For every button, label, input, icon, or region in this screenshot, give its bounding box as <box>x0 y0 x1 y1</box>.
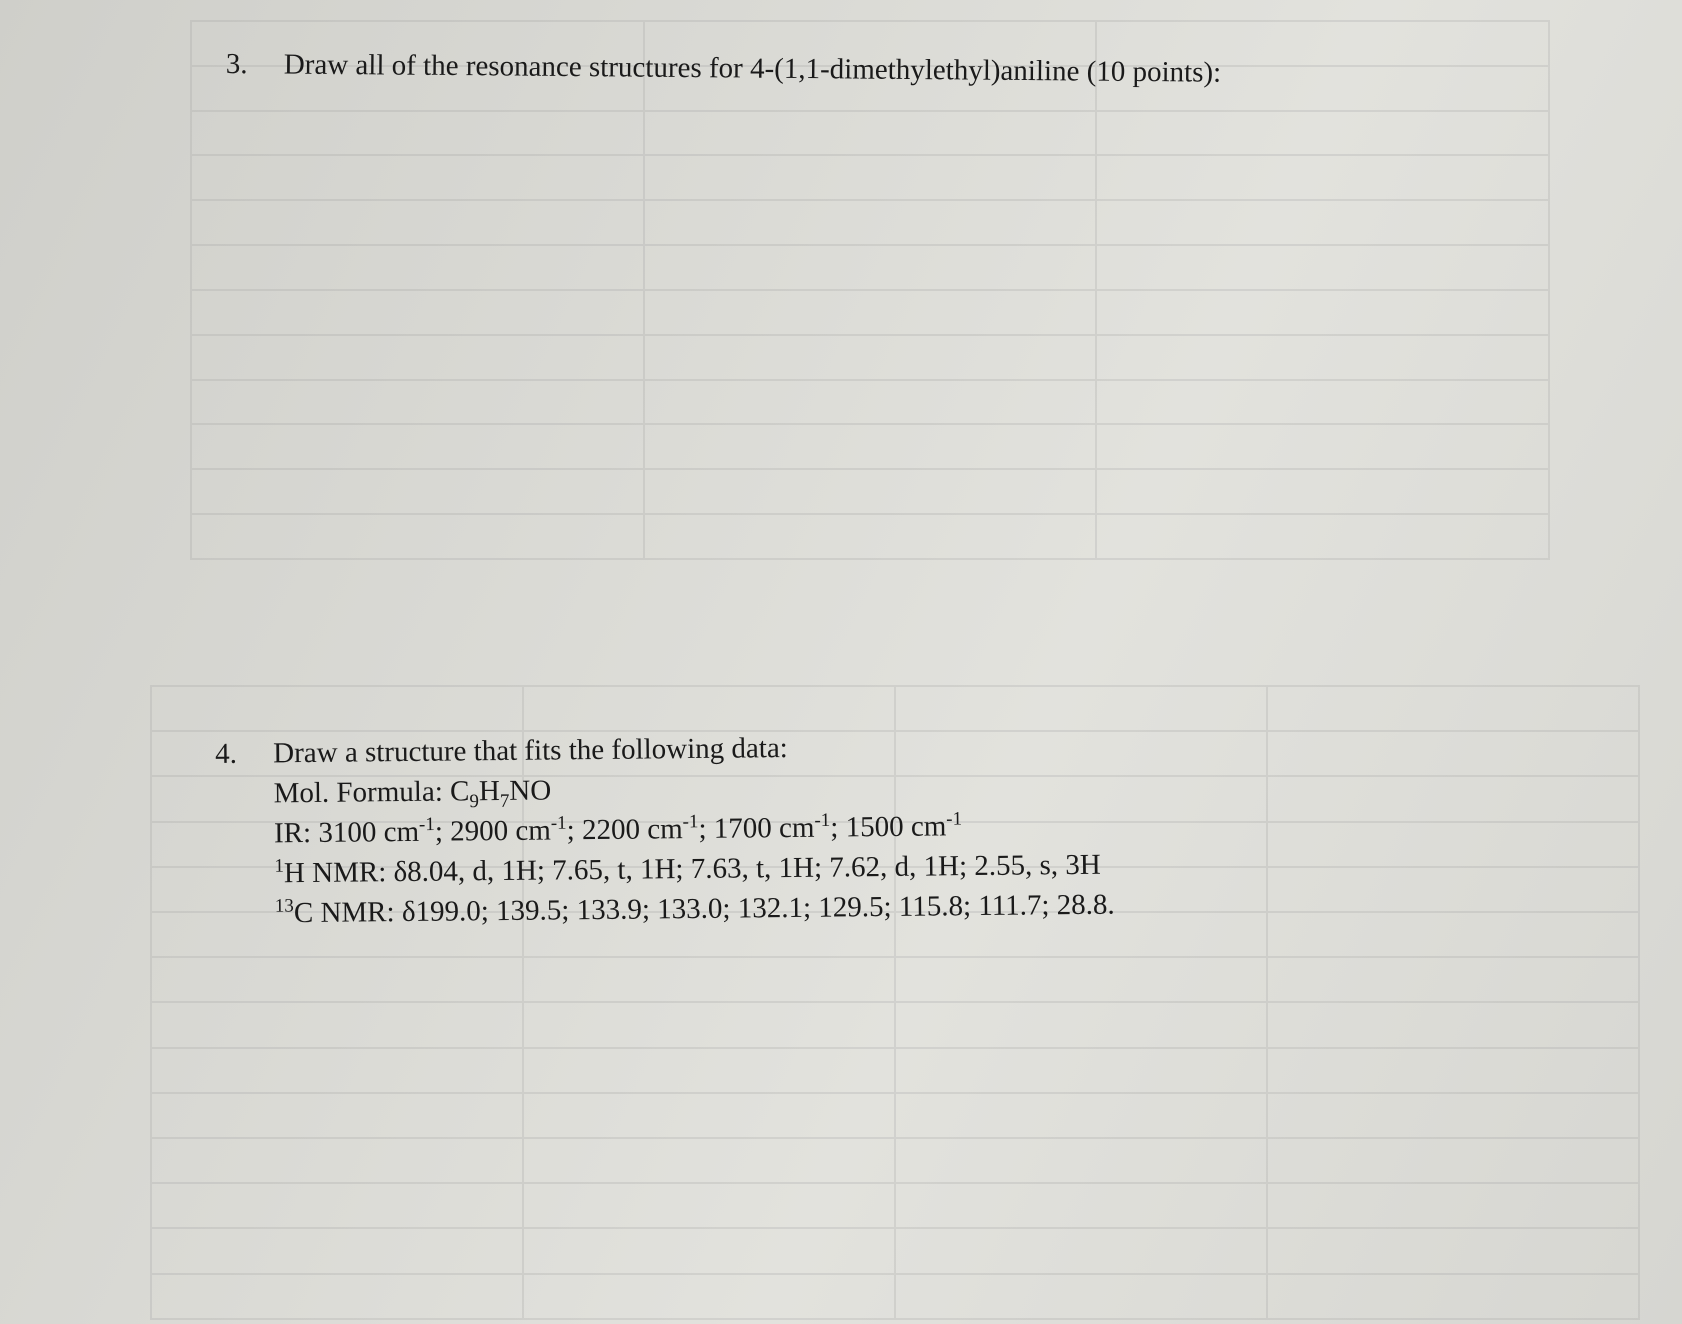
h-nmr-mass-number: 1 <box>274 855 284 877</box>
ir-separator: ; <box>698 812 714 845</box>
c-nmr-mass-number: 13 <box>274 895 294 917</box>
mol-formula <box>449 774 552 813</box>
c-nmr-data: δ199.0; 139.5; 133.9; 133.0; 132.1; 129.5; 115.8; 111.7; 28.8. <box>401 888 1115 929</box>
ir-peak: 2900 cm <box>450 814 552 848</box>
question-number: 4. <box>215 737 238 770</box>
ir-label: IR: <box>273 816 319 850</box>
ir-unit-exponent: -1 <box>682 811 699 833</box>
show-through-ir-table <box>190 20 1550 560</box>
question-prompt: Draw a structure that fits the following data: <box>273 732 788 770</box>
ir-unit-exponent: -1 <box>946 808 963 830</box>
h-nmr-data: δ8.04, d, 1H; 7.65, t, 1H; 7.63, t, 1H; 7.62, d, 1H; 2.55, s, 3H <box>393 848 1101 889</box>
c-nmr-label: C NMR: <box>293 896 403 930</box>
question-4 <box>215 725 1115 934</box>
mol-formula-label: Mol. Formula: <box>273 775 451 810</box>
formula-hydrogen-count: 7 <box>499 790 510 812</box>
ir-separator: ; <box>830 811 846 844</box>
h-nmr-label: H NMR: <box>283 856 394 890</box>
ir-unit-exponent: -1 <box>418 814 435 836</box>
formula-carbon-count: 9 <box>469 791 480 813</box>
formula-carbon: C <box>449 775 470 808</box>
ir-unit-exponent: -1 <box>814 809 831 832</box>
ir-peak: 1500 cm <box>845 810 947 844</box>
question-number: 3. <box>225 47 248 81</box>
question-text: Draw all of the resonance structures for 4-(1,1-dimethylethyl)aniline (10 points): <box>283 48 1222 89</box>
ir-separator: ; <box>566 814 583 847</box>
ir-peak: 1700 cm <box>713 811 815 845</box>
ir-peak: 2200 cm <box>581 813 683 847</box>
formula-hydrogen: H <box>478 775 500 808</box>
formula-rest: NO <box>509 774 552 807</box>
ir-separator: ; <box>434 815 451 848</box>
ir-peak: 3100 cm <box>318 815 420 849</box>
ir-unit-exponent: -1 <box>550 812 567 834</box>
